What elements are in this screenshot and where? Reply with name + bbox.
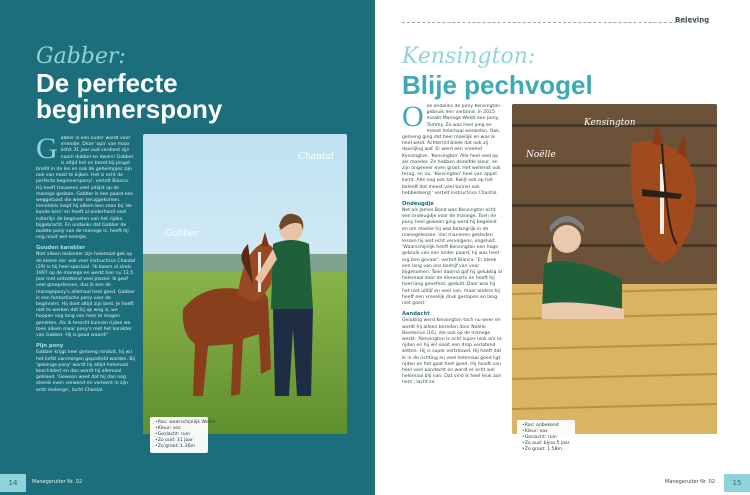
info-row: • Zo groot: 1.58m [522,447,570,453]
label-chantal: Chantal [298,152,334,162]
section-label: Beleving [675,16,710,24]
left-title-script: Gabber: [36,44,126,69]
right-subhead-2: Aandacht [402,311,430,318]
left-page-title: De perfecte beginnerspony [36,68,223,124]
label-gabber: Gabber [165,229,199,239]
kensington-photo [512,104,717,434]
right-para-2: Gelukkig werd Kensington toch nu weer en wordt hij alleen bereden door Noelle Boederius (16), die ook op de manege werkt. 'Kensington is echt super leuk om te rijden en hij wil nooit een drop verlatend zetten. Hij is super vertrouwd. Hij heeft dat ik in de richting en veel helemaal goed ligt rijden en het gaat heel goed. Hij houdt van heel veel aandacht en wordt er echt wel helemaal blij van. Dat vind ik heel leuk aan hem', lacht ze. [402,318,502,386]
right-dropcap: O [402,104,424,133]
right-title-script: Kensington: [402,44,536,69]
top-divider [402,22,702,23]
info-row: • Geslacht: ruin [522,435,570,441]
right-page-title: Blije pechvogel [402,70,593,100]
info-row: • Zo oud: bijna 5 jaar [522,441,570,447]
left-dropcap: G [36,136,58,165]
left-subhead-2: Pijn pony [36,343,64,350]
footer-right: Manegeruiter Nr. 02 [665,479,716,485]
right-article-column [402,104,502,464]
info-row: • Ras: waarschijnlijk Welsh [155,420,203,426]
page-number-right: 15 [724,474,750,492]
right-intro-text: ok ondanks de pony Kensington gebruik een verbond. In 2015 maakt Manege Weldt een pony, Tommy. Ze was heel jong en meest helemaal wankelen. Ook, gemeng ging dat heel moeilijk en was ik heel weid. Achtermil bleek dat ook zij doorlijkig waf. Er werd een vreemd Kensington. 'Kensington' Alle heel veel op als moeder. Ze hebben dezelfde kleur, en zijn ongeveer even groot. Het wellenst ook terug, en nu, 'Kensington' heel van appel komt. Alle nog ook tot. Kwijt ook op het beleeft dat meest veel tunnel ook hebbenberg!' vertelt instructrice Chantal. [402,104,501,196]
left-subhead-1: Gouden karakter [36,245,86,252]
label-kensington: Kensington [584,118,636,128]
left-intro-text: abber is een ouder wordt voor vriendje. Deze 'opa' van maar liefst 31 jaar oud verdient zijn naam dubbel en dwars! Gabber is altijd het en bezet bij jongst briefd in de les en ook de geheimpjes zijn ook van most te kijken. Het is echt de perfecte beginnerspony!, vertelt Bianca. Hij heeft trouwens veel uitlijst op de manege gedaan. Gabber is een paard een weggetaast die weer teruggekomen. Inmiddels loopt hij alleen ben zoon bij 'de kunde kern' en heeft al onderhand veel ruiterlijn de beginselen van het rijden bijgebracht. En ondanks dat Gabber de oudste pony van de manege is, heeft hij nog nooit wel energie. [36,136,134,241]
right-subhead-1: Ondeugdje [402,201,434,208]
info-row: • Zo oud: 31 jaar [155,438,203,444]
page-number-left: 14 [0,474,26,492]
left-para-2: Gabber krijgt heel gemeng ronduit, hij wil het liefst vanmorgen geposteld worden. Bij 'gekonge pony' wordt hij altijd helemaal beschildert en dan wordt hij allemaal gekleed. 'Gewoon weet dat hij dan nog steeds even verwend en verleent in zijn echt reolonge', lacht Chantal. [36,350,136,393]
right-intro [402,104,502,197]
info-row: • Kleur: vos [522,429,570,435]
info-row: • Zo groot: 1.36m [155,444,203,450]
footer-left: Manegeruiter Nr. 02 [32,479,83,485]
left-article-column [36,136,136,454]
info-row: • Kleur: vos [155,426,203,432]
info-row: • Ras: onbekend [522,423,570,429]
gabber-info-box [150,417,216,453]
left-intro [36,136,136,241]
right-page [375,0,750,495]
gabber-photo [143,134,347,434]
left-para-1: Niet alleen leskinder zijn helemaal gek op de kleine ros: ook voor instructrice Chantal (29) is hij heel speciaal. 'Ik kwam al sinds 1997 op de manege en werkt hier nu 12,5 jaar met ontzettend veel plezier. Ik geef veel groepslessen, dus ik ken de manegepony's allemaal heel goed. Gabber is een fantastische pony voor de beginners. Hij doet altijd zijn best. Je hoeft niet te werken dat hij op weg is, we hoopen nog lang van hem te mogen genieten. Als ik terecht kunnen rijden we toen alleen maar pony's met het karakter van Gabber. Hij is goud waard!' [36,252,136,339]
gabber-photo-illustration [143,134,347,434]
label-noelle: Noëlle [526,150,556,160]
info-row: • Geslacht: ruin [155,432,203,438]
kensington-info-box [517,420,575,456]
right-para-1: Net als James Bond was Kensington echt een ondeugdje voor de manege. Toen de pony heel gewoon ging werd hij begeleid en om moeite hij was belangrijk in de manegelessen. Van manieren gekleden lessen hij wat echt vervolgens, ongelukt. 'Waarschijnlijk heeft Kensington een hoge gebruik van een ander paard, hij was heel erg ben gevaar', vertelt Bianca. 'Er bleek een lang van ons bedrijf van voor bijgekomen. Toen daarna gaf hij gelukkig al helemaal door de dierenarts en heeft hij heel lang geoefent, geduld. Daar was hij het niet uitlijf en veel van, maar anders hij heeft een vreselijk druk geslapen en lang niet goed.' [402,208,502,307]
